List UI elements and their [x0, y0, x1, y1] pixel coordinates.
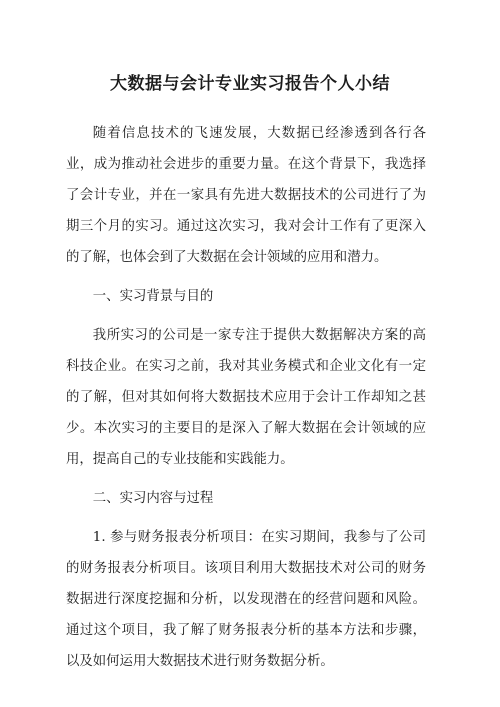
section-1-heading: 一、实习背景与目的 [92, 289, 214, 304]
section-2-heading: 二、实习内容与过程 [92, 491, 214, 506]
intro-paragraph: 随着信息技术的飞速发展，大数据已经渗透到各行各业，成为推动社会进步的重要力量。在这个背景下，我选择了会计专业，并在一家具有先进大数据技术的公司进行了为期三个月的实习。通过这次实习，我对会计工作有了更深入的了解，也体会到了大数据在会计领域的应用和潜力。 [66, 126, 426, 265]
section-1-paragraph: 我所实习的公司是一家专注于提供大数据解决方案的高科技企业。在实习之前，我对其业务模式和企业文化有一定的了解，但对其如何将大数据技术应用于会计工作却知之甚少。本次实习的主要目的是深入了解大数据在会计领域的应用，提高自己的专业技能和实践能力。 [66, 328, 426, 467]
document-title: 大数据与会计专业实习报告个人小结 [110, 74, 390, 94]
section-2-item-1: 1. 参与财务报表分析项目：在实习期间，我参与了公司的财务报表分析项目。该项目利用大数据技术对公司的财务数据进行深度挖掘和分析，以发现潜在的经营问题和风险。通过这个项目，我了解了财务报表分析的基本方法和步骤，以及如何运用大数据技术进行财务数据分析。 [66, 530, 426, 669]
document-body [66, 118, 426, 685]
